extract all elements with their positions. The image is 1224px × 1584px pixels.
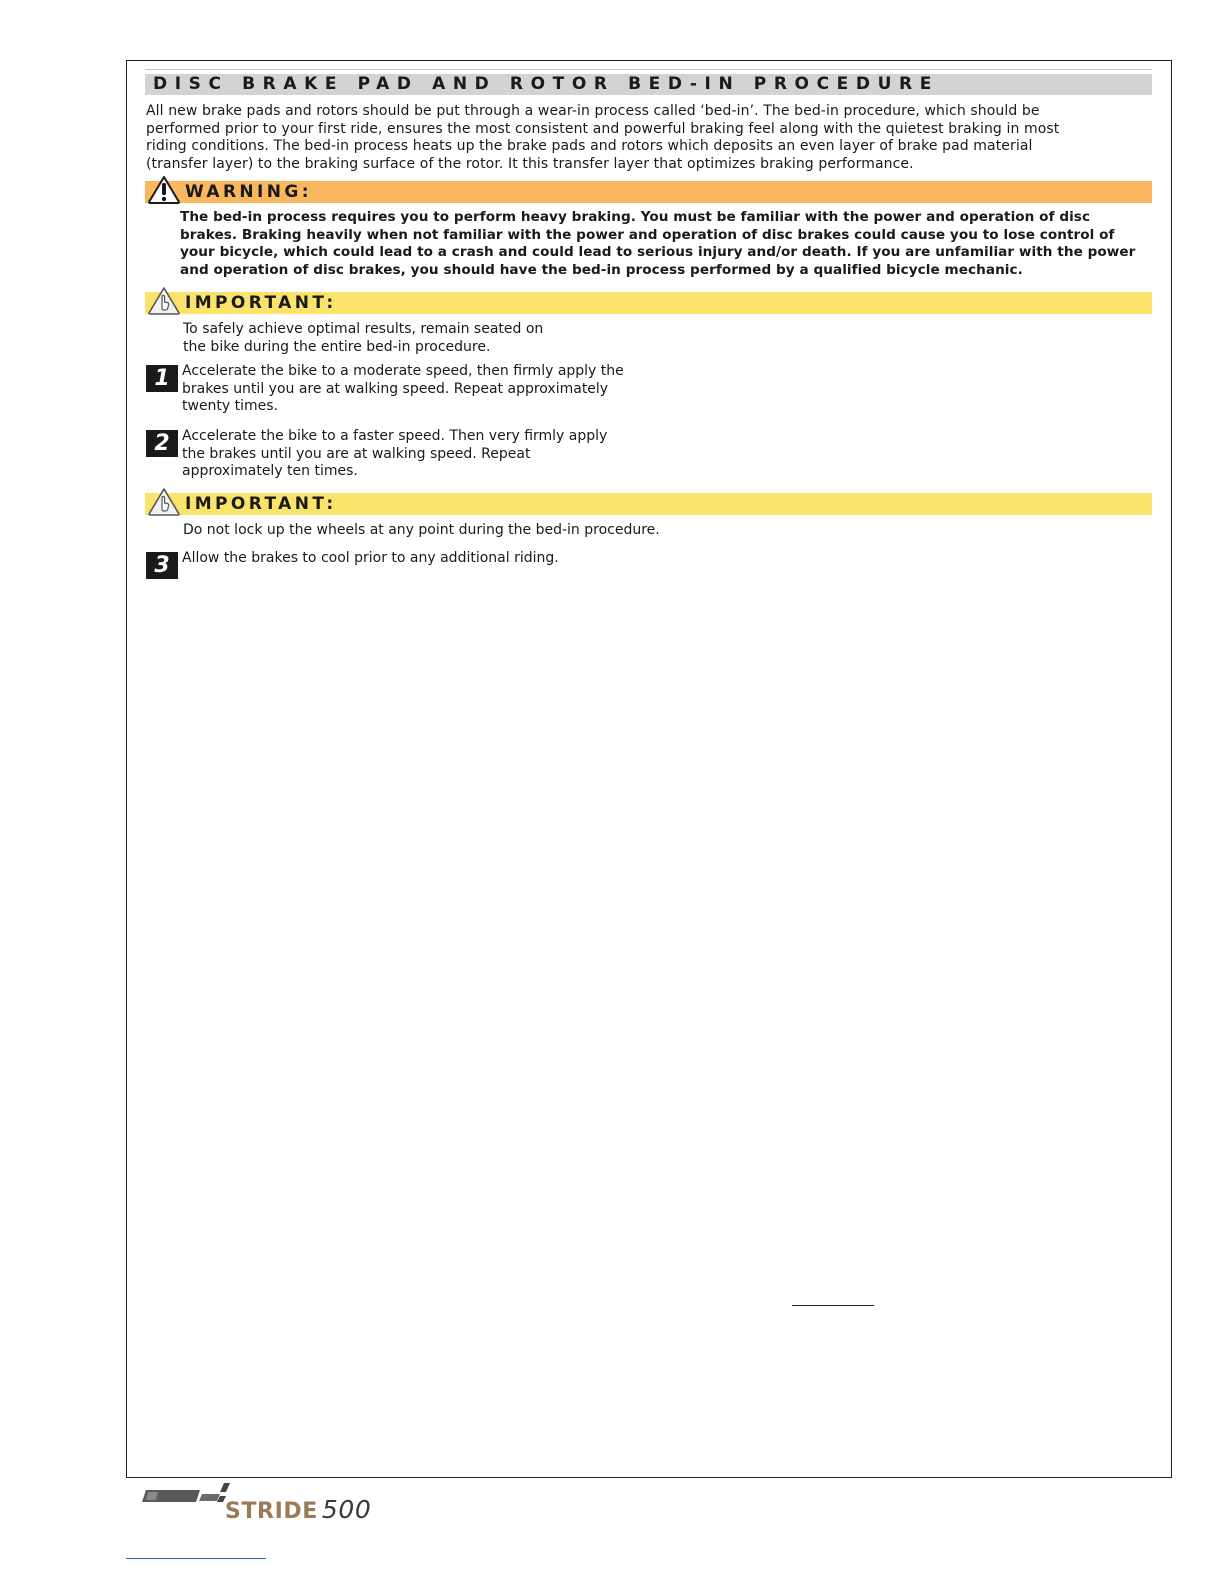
step-text: [182, 428, 607, 481]
warning-text: [180, 209, 1150, 279]
important-line: To safely achieve optimal results, remain seated on: [183, 321, 544, 337]
intro-paragraph: [146, 103, 1146, 173]
warning-line: brakes. Braking heavily when not familiar with the power and operation of disc brakes could cause you to lose control of: [180, 226, 1115, 243]
exclamation-triangle-icon: [147, 175, 181, 205]
important-label: IMPORTANT:: [185, 293, 337, 313]
step-number-badge: 1: [146, 365, 178, 392]
warning-line: your bicycle, which could lead to a crash and could lead to serious injury and/or death. If you are unfamiliar with the power: [180, 244, 1136, 260]
warning-line: The bed-in process requires you to perform heavy braking. You must be familiar with the power and operation of disc: [180, 209, 1091, 225]
blank-rule: [792, 1305, 874, 1306]
pointing-hand-triangle-icon: [147, 487, 181, 517]
step-line: Allow the brakes to cool prior to any additional riding.: [182, 550, 559, 566]
section-title: DISC BRAKE PAD AND ROTOR BED-IN PROCEDURE: [145, 74, 1152, 95]
intro-line: performed prior to your first ride, ensures the most consistent and powerful braking feel along with the quietest braking in most: [146, 120, 1060, 137]
step-text: [182, 550, 559, 568]
important-label: IMPORTANT:: [185, 494, 337, 514]
step-line: brakes until you are at walking speed. Repeat approximately: [182, 380, 609, 397]
intro-line: (transfer layer) to the braking surface of the rotor. It this transfer layer that optimizes braking performance.: [146, 155, 914, 172]
important-text: [183, 522, 660, 540]
step-number-badge: 2: [146, 430, 178, 457]
step-line: Accelerate the bike to a moderate speed, then firmly apply the: [182, 363, 624, 379]
step-number-badge: 3: [146, 552, 178, 579]
important-text: [183, 321, 543, 356]
footer-link-rule: [126, 1558, 266, 1559]
important-line: the bike during the entire bed-in procedure.: [183, 338, 491, 355]
step-text: [182, 363, 624, 416]
warning-band: [145, 181, 1152, 203]
model-number: 500: [321, 1495, 372, 1524]
step-line: Accelerate the bike to a faster speed. Then very firmly apply: [182, 428, 608, 444]
warning-label: WARNING:: [185, 182, 312, 202]
title-rule: [145, 69, 1152, 70]
important-band: [145, 493, 1152, 515]
intro-line: All new brake pads and rotors should be put through a wear-in process called ‘bed-in’. The bed-in procedure, which should be: [146, 103, 1040, 119]
brand-name: STRIDE: [225, 1499, 318, 1524]
pointing-hand-triangle-icon: [147, 286, 181, 316]
step-line: twenty times.: [182, 398, 279, 414]
step-line: approximately ten times.: [182, 463, 358, 479]
important-band: [145, 292, 1152, 314]
intro-line: riding conditions. The bed-in process heats up the brake pads and rotors which deposits an even layer of brake pad material: [146, 138, 1033, 154]
step-line: the brakes until you are at walking speed. Repeat: [182, 445, 531, 462]
warning-line: and operation of disc brakes, you should have the bed-in process performed by a qualified bicycle mechanic.: [180, 261, 1023, 278]
brand-logo-text: [225, 1495, 371, 1524]
important-line: Do not lock up the wheels at any point during the bed-in procedure.: [183, 522, 660, 538]
